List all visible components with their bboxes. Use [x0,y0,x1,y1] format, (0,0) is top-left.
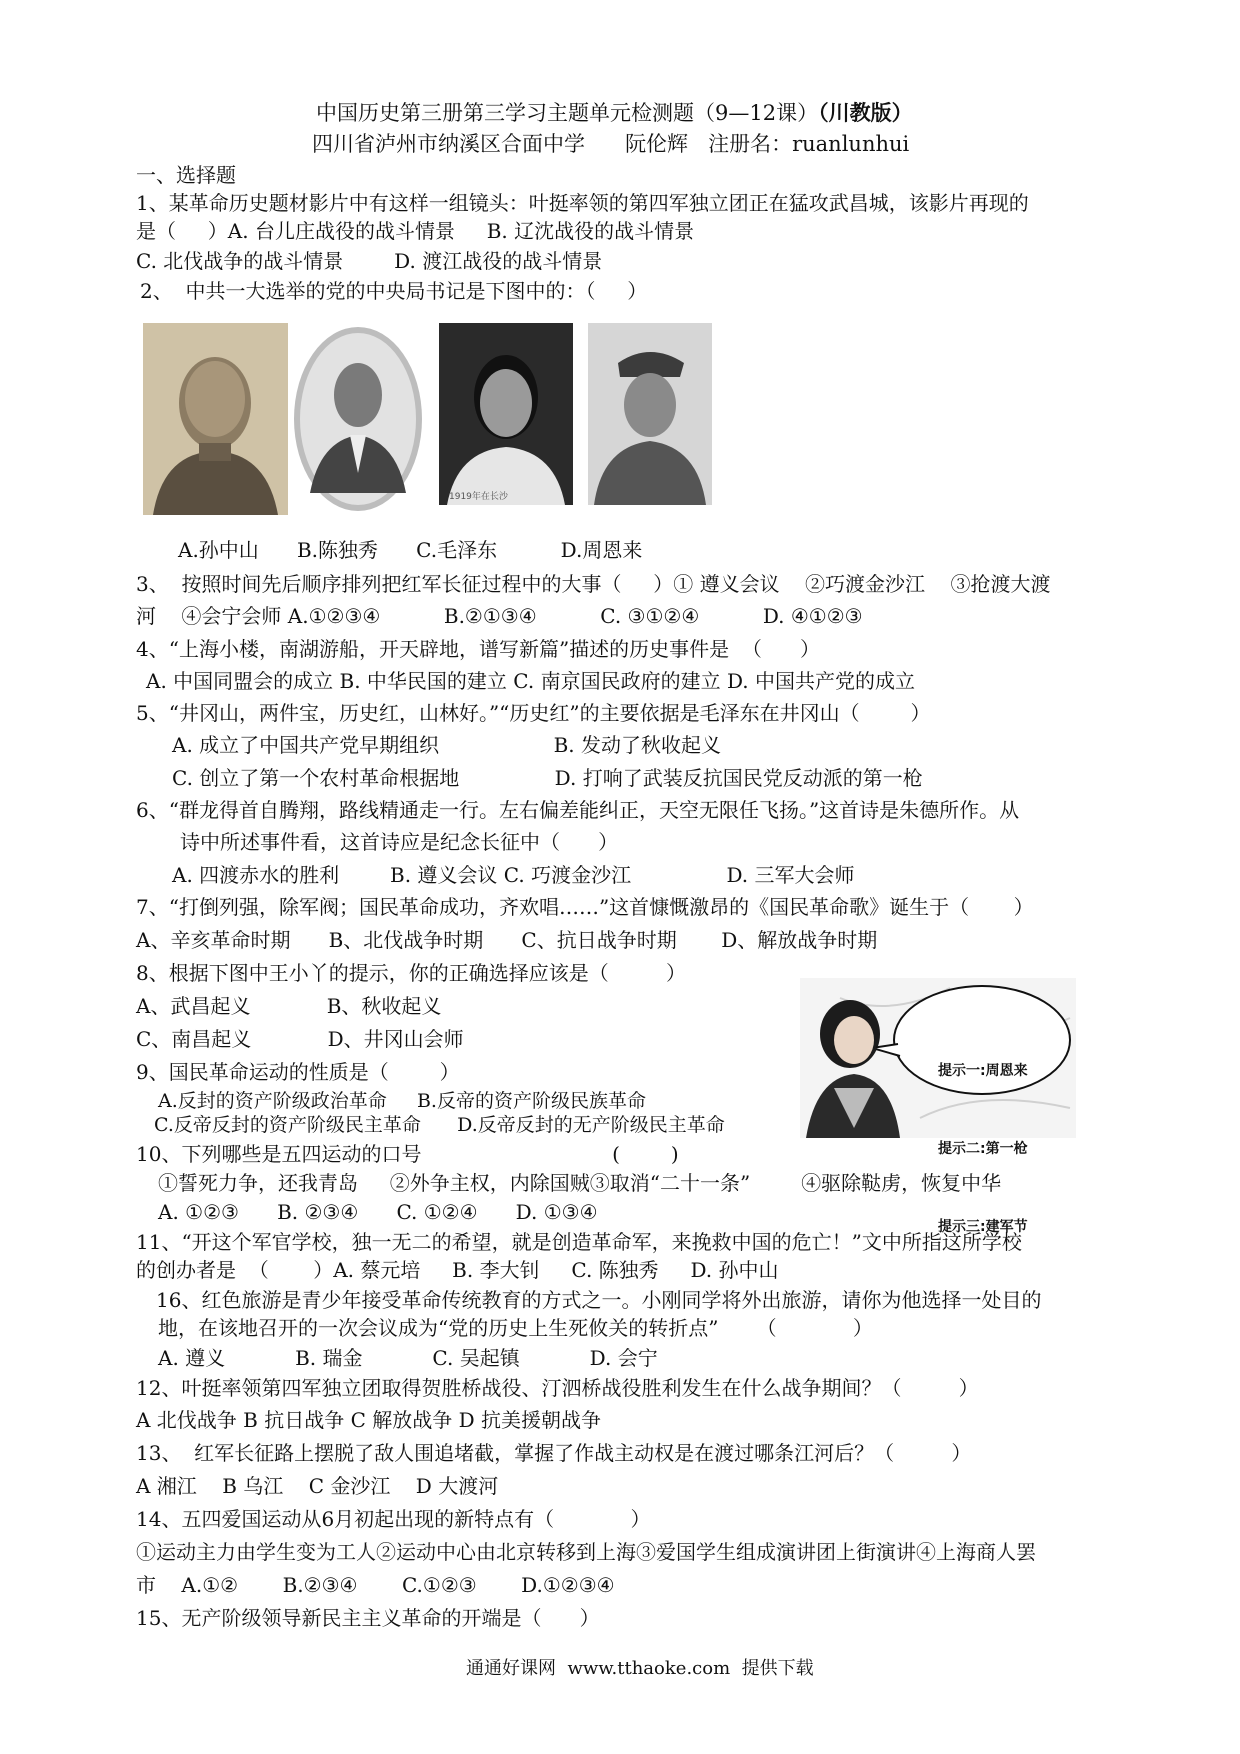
question-9-options-2: C.反帝反封的资产阶级民主革命 D.反帝反封的无产阶级民主革命 [154,1114,725,1136]
question-5-options-1: A. 成立了中国共产党早期组织 B. 发动了秋收起义 [172,733,722,757]
question-1-line-2: 是（ ）A. 台儿庄战役的战斗情景 B. 辽沈战役的战斗情景 [136,219,695,243]
question-6-options: A. 四渡赤水的胜利 B. 遵义会议 C. 巧渡金沙江 D. 三军大会师 [172,863,855,887]
question-13-options: A 湘江 B 乌江 C 金沙江 D 大渡河 [136,1474,499,1498]
question-6-line-1: 6、“群龙得首自腾翔，路线精通走一行。左右偏差能纠正，天空无限任飞扬。”这首诗是朱德所作。从 [136,798,1020,822]
page-footer: 通通好课网 www.tthaoke.com 提供下载 [466,1658,814,1679]
question-2-options: A.孙中山 B.陈独秀 C.毛泽东 D.周恩来 [178,538,643,562]
school-line [312,131,909,157]
question-9-options-1: A.反封的资产阶级政治革命 B.反帝的资产阶级民族革命 [158,1090,646,1112]
question-2: 2、 中共一大选举的党的中央局书记是下图中的：（ ） [140,279,648,303]
title-text: 中国历史第三册第三学习主题单元检测题（9—12课） [316,101,819,125]
edition-text: （川教版） [818,100,913,125]
question-16-line-1: 16、红色旅游是青少年接受革命传统教育的方式之一。小刚同学将外出旅游，请你为他选择一处目的 [156,1288,1042,1312]
question-10-items: ①誓死力争，还我青岛 ②外争主权，内除国贼③取消“二十一条” ④驱除鞑虏，恢复中华 [158,1171,1002,1195]
photo-sun-zhongshan [143,323,288,515]
question-10-options: A. ①②③ B. ②③④ C. ①②④ D. ①③④ [158,1200,598,1224]
hint-3: 提示三:建军节 [938,1219,1028,1235]
photo-chen-duxiu [290,323,427,515]
author-text: 阮伦辉 [625,132,689,156]
question-9: 9、国民革命运动的性质是（ ） [136,1060,460,1084]
question-4-options: A. 中国同盟会的成立 B. 中华民国的建立 C. 南京国民政府的建立 D. 中国共产党的成立 [146,669,915,693]
question-5: 5、“井冈山，两件宝，历史红，山林好。”“历史红”的主要依据是毛泽东在井冈山（ ） [136,701,931,725]
section-heading: 一、选择题 [136,163,236,187]
question-1-line-3: C. 北伐战争的战斗情景 D. 渡江战役的战斗情景 [136,249,603,273]
photo-caption: 1919年在长沙 [449,492,508,502]
photo-mao-zedong [439,323,573,505]
hint-bubble [876,980,1076,1235]
question-6-line-2: 诗中所述事件看，这首诗应是纪念长征中（ ） [180,830,619,854]
question-5-options-2: C. 创立了第一个农村革命根据地 D. 打响了武装反抗国民党反动派的第一枪 [172,766,923,790]
hint-1: 提示一:周恩来 [938,1063,1028,1079]
question-14: 14、五四爱国运动从6月初起出现的新特点有（ ） [136,1507,651,1531]
question-11-line-2: 的创办者是 （ ）A. 蔡元培 B. 李大钊 C. 陈独秀 D. 孙中山 [136,1258,779,1282]
question-8: 8、根据下图中王小丫的提示，你的正确选择应该是（ ） [136,961,686,985]
question-8-options-1: A、武昌起义 B、秋收起义 [136,994,442,1018]
question-3-line-1: 3、 按照时间先后顺序排列把红军长征过程中的大事（ ）① 遵义会议 ②巧渡金沙江 ③抢渡大渡 [136,572,1051,596]
question-1-line-1: 1、某革命历史题材影片中有这样一组镜头：叶挺率领的第四军独立团正在猛攻武昌城，该影片再现的 [136,191,1029,215]
question-10: 10、下列哪些是五四运动的口号 ( ) [136,1142,679,1166]
question-4: 4、“上海小楼，南湖游船，开天辟地，谱写新篇”描述的历史事件是 （ ） [136,637,821,661]
question-15: 15、无产阶级领导新民主主义革命的开端是（ ） [136,1606,600,1630]
page-title [316,100,913,126]
question-16-line-2: 地，在该地召开的一次会议成为“党的历史上生死攸关的转折点” （ ） [158,1316,873,1340]
question-7-options: A、辛亥革命时期 B、北伐战争时期 C、抗日战争时期 D、解放战争时期 [136,928,878,952]
photo-zhou-enlai [588,323,712,505]
question-14-options: 市 A.①② B.②③④ C.①②③ D.①②③④ [136,1573,615,1597]
hint-2: 提示二:第一枪 [938,1141,1028,1157]
question-3-line-2: 河 ④会宁会师 A.①②③④ B.②①③④ C. ③①②④ D. ④①②③ [136,604,863,628]
question-11-line-1: 11、“开这个军官学校，独一无二的希望，就是创造革命军，来挽救中国的危亡！”文中所指这所学校 [136,1230,1022,1254]
question-12: 12、叶挺率领第四军独立团取得贺胜桥战役、汀泗桥战役胜利发生在什么战争期间？（ ） [136,1376,979,1400]
question-8-options-2: C、南昌起义 D、井冈山会师 [136,1027,464,1051]
question-16-options: A. 遵义 B. 瑞金 C. 吴起镇 D. 会宁 [158,1346,658,1370]
school-text: 四川省泸州市纳溪区合面中学 [312,132,585,156]
question-12-options: A 北伐战争 B 抗日战争 C 解放战争 D 抗美援朝战争 [136,1408,601,1432]
register-text: 注册名：ruanlunhui [708,132,910,156]
question-14-items: ①运动主力由学生变为工人②运动中心由北京转移到上海③爱国学生组成演讲团上街演讲④上海商人罢 [136,1540,1036,1564]
question-7: 7、“打倒列强，除军阀；国民革命成功，齐欢唱……”这首慷慨激昂的《国民革命歌》诞生于（ ） [136,895,1034,919]
question-13: 13、 红军长征路上摆脱了敌人围追堵截，掌握了作战主动权是在渡过哪条江河后？（ ） [136,1441,972,1465]
